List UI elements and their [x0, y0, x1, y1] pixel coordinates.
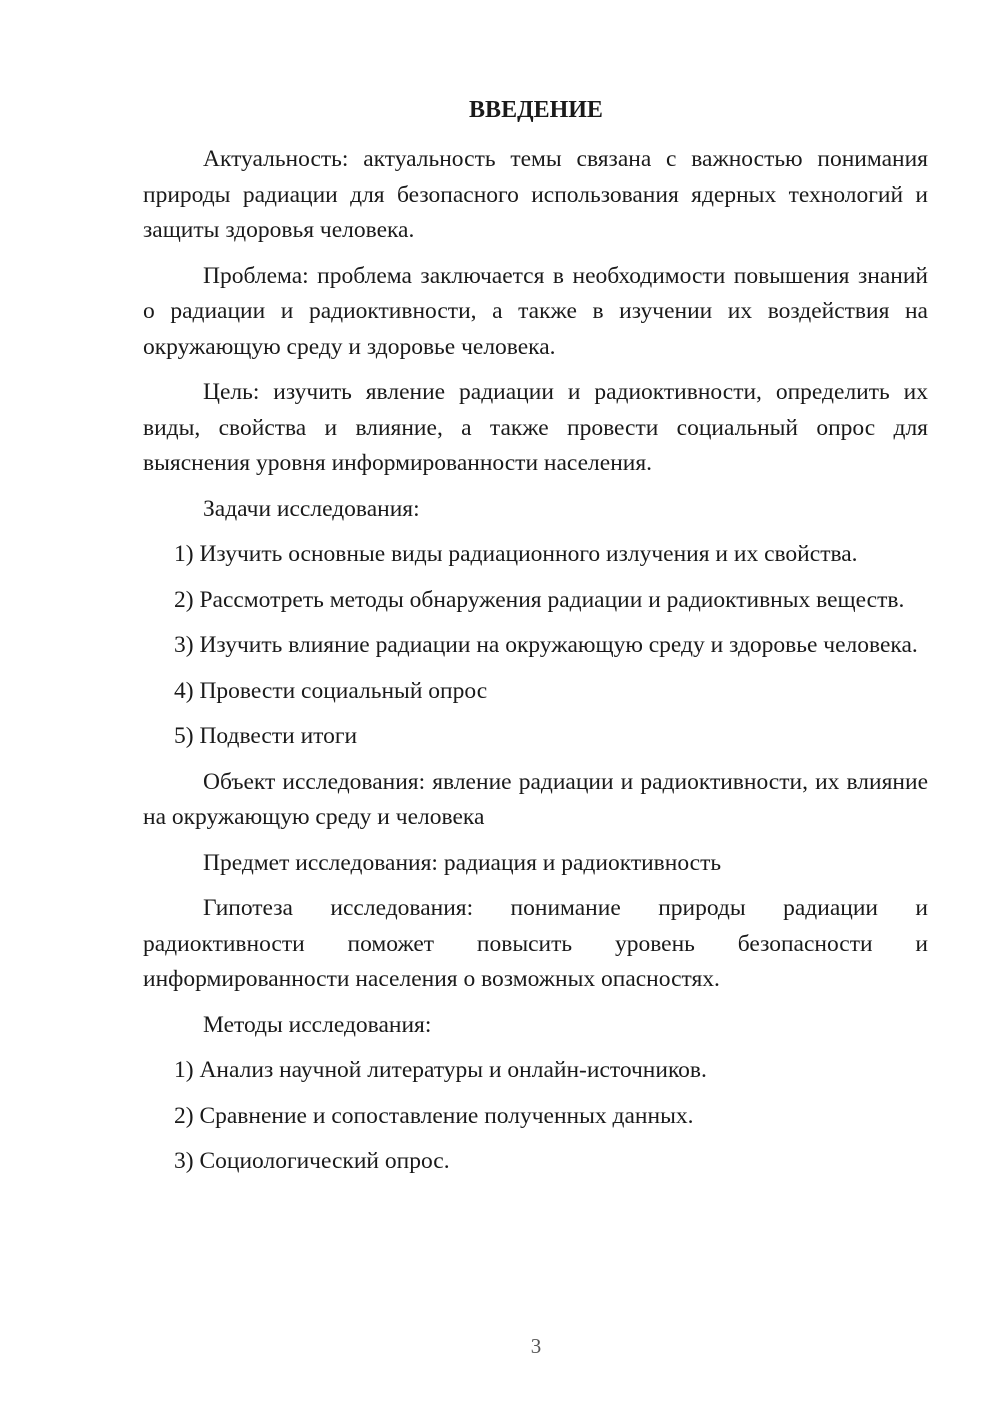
body-text [143, 142, 928, 1190]
page-number: 3 [530, 1334, 542, 1358]
task-item: 4) Провести социальный опрос [174, 677, 488, 704]
task-item: 2) Рассмотреть методы обнаружения радиации и радиоктивных веществ. [174, 586, 905, 613]
method-item: 3) Социологический опрос. [174, 1148, 450, 1174]
method-item: 1) Анализ научной литературы и онлайн-источников. [174, 1057, 707, 1083]
task-item: 3) Изучить влияние радиации на окружающую среду и здоровье человека. [174, 632, 918, 658]
tasks-heading: Задачи исследования: [203, 495, 420, 522]
subject-paragraph: Предмет исследования: радиация и радиоктивность [203, 849, 722, 876]
method-item: 2) Сравнение и сопоставление полученных данных. [174, 1102, 694, 1129]
methods-heading: Методы исследования: [203, 1011, 432, 1038]
task-item: 1) Изучить основные виды радиационного излучения и их свойства. [174, 541, 858, 567]
relevance-paragraph: Актуальность: актуальность темы связана с важностью понимания природы радиации для безопасного использования ядерных технологий и защиты здоровья человека. [143, 146, 928, 243]
section-heading: ВВЕДЕНИЕ [469, 97, 603, 123]
goal-paragraph: Цель: изучить явление радиации и радиоктивности, определить их виды, свойства и влияние, а также провести социальный опрос для выяснения уровня информированности населения. [143, 379, 928, 476]
object-paragraph: Объект исследования: явление радиации и радиоктивности, их влияние на окружающую среду и человека [143, 768, 928, 830]
hypothesis-paragraph: Гипотеза исследования: понимание природы радиации и радиоктивности поможет повысить уровень безопасности и информированности населения о возможных опасностях. [143, 895, 928, 992]
task-item: 5) Подвести итоги [174, 723, 358, 749]
problem-paragraph: Проблема: проблема заключается в необходимости повышения знаний о радиации и радиоктивности, а также в изучении их воздействия на окружающую среду и здоровье человека. [143, 262, 928, 360]
